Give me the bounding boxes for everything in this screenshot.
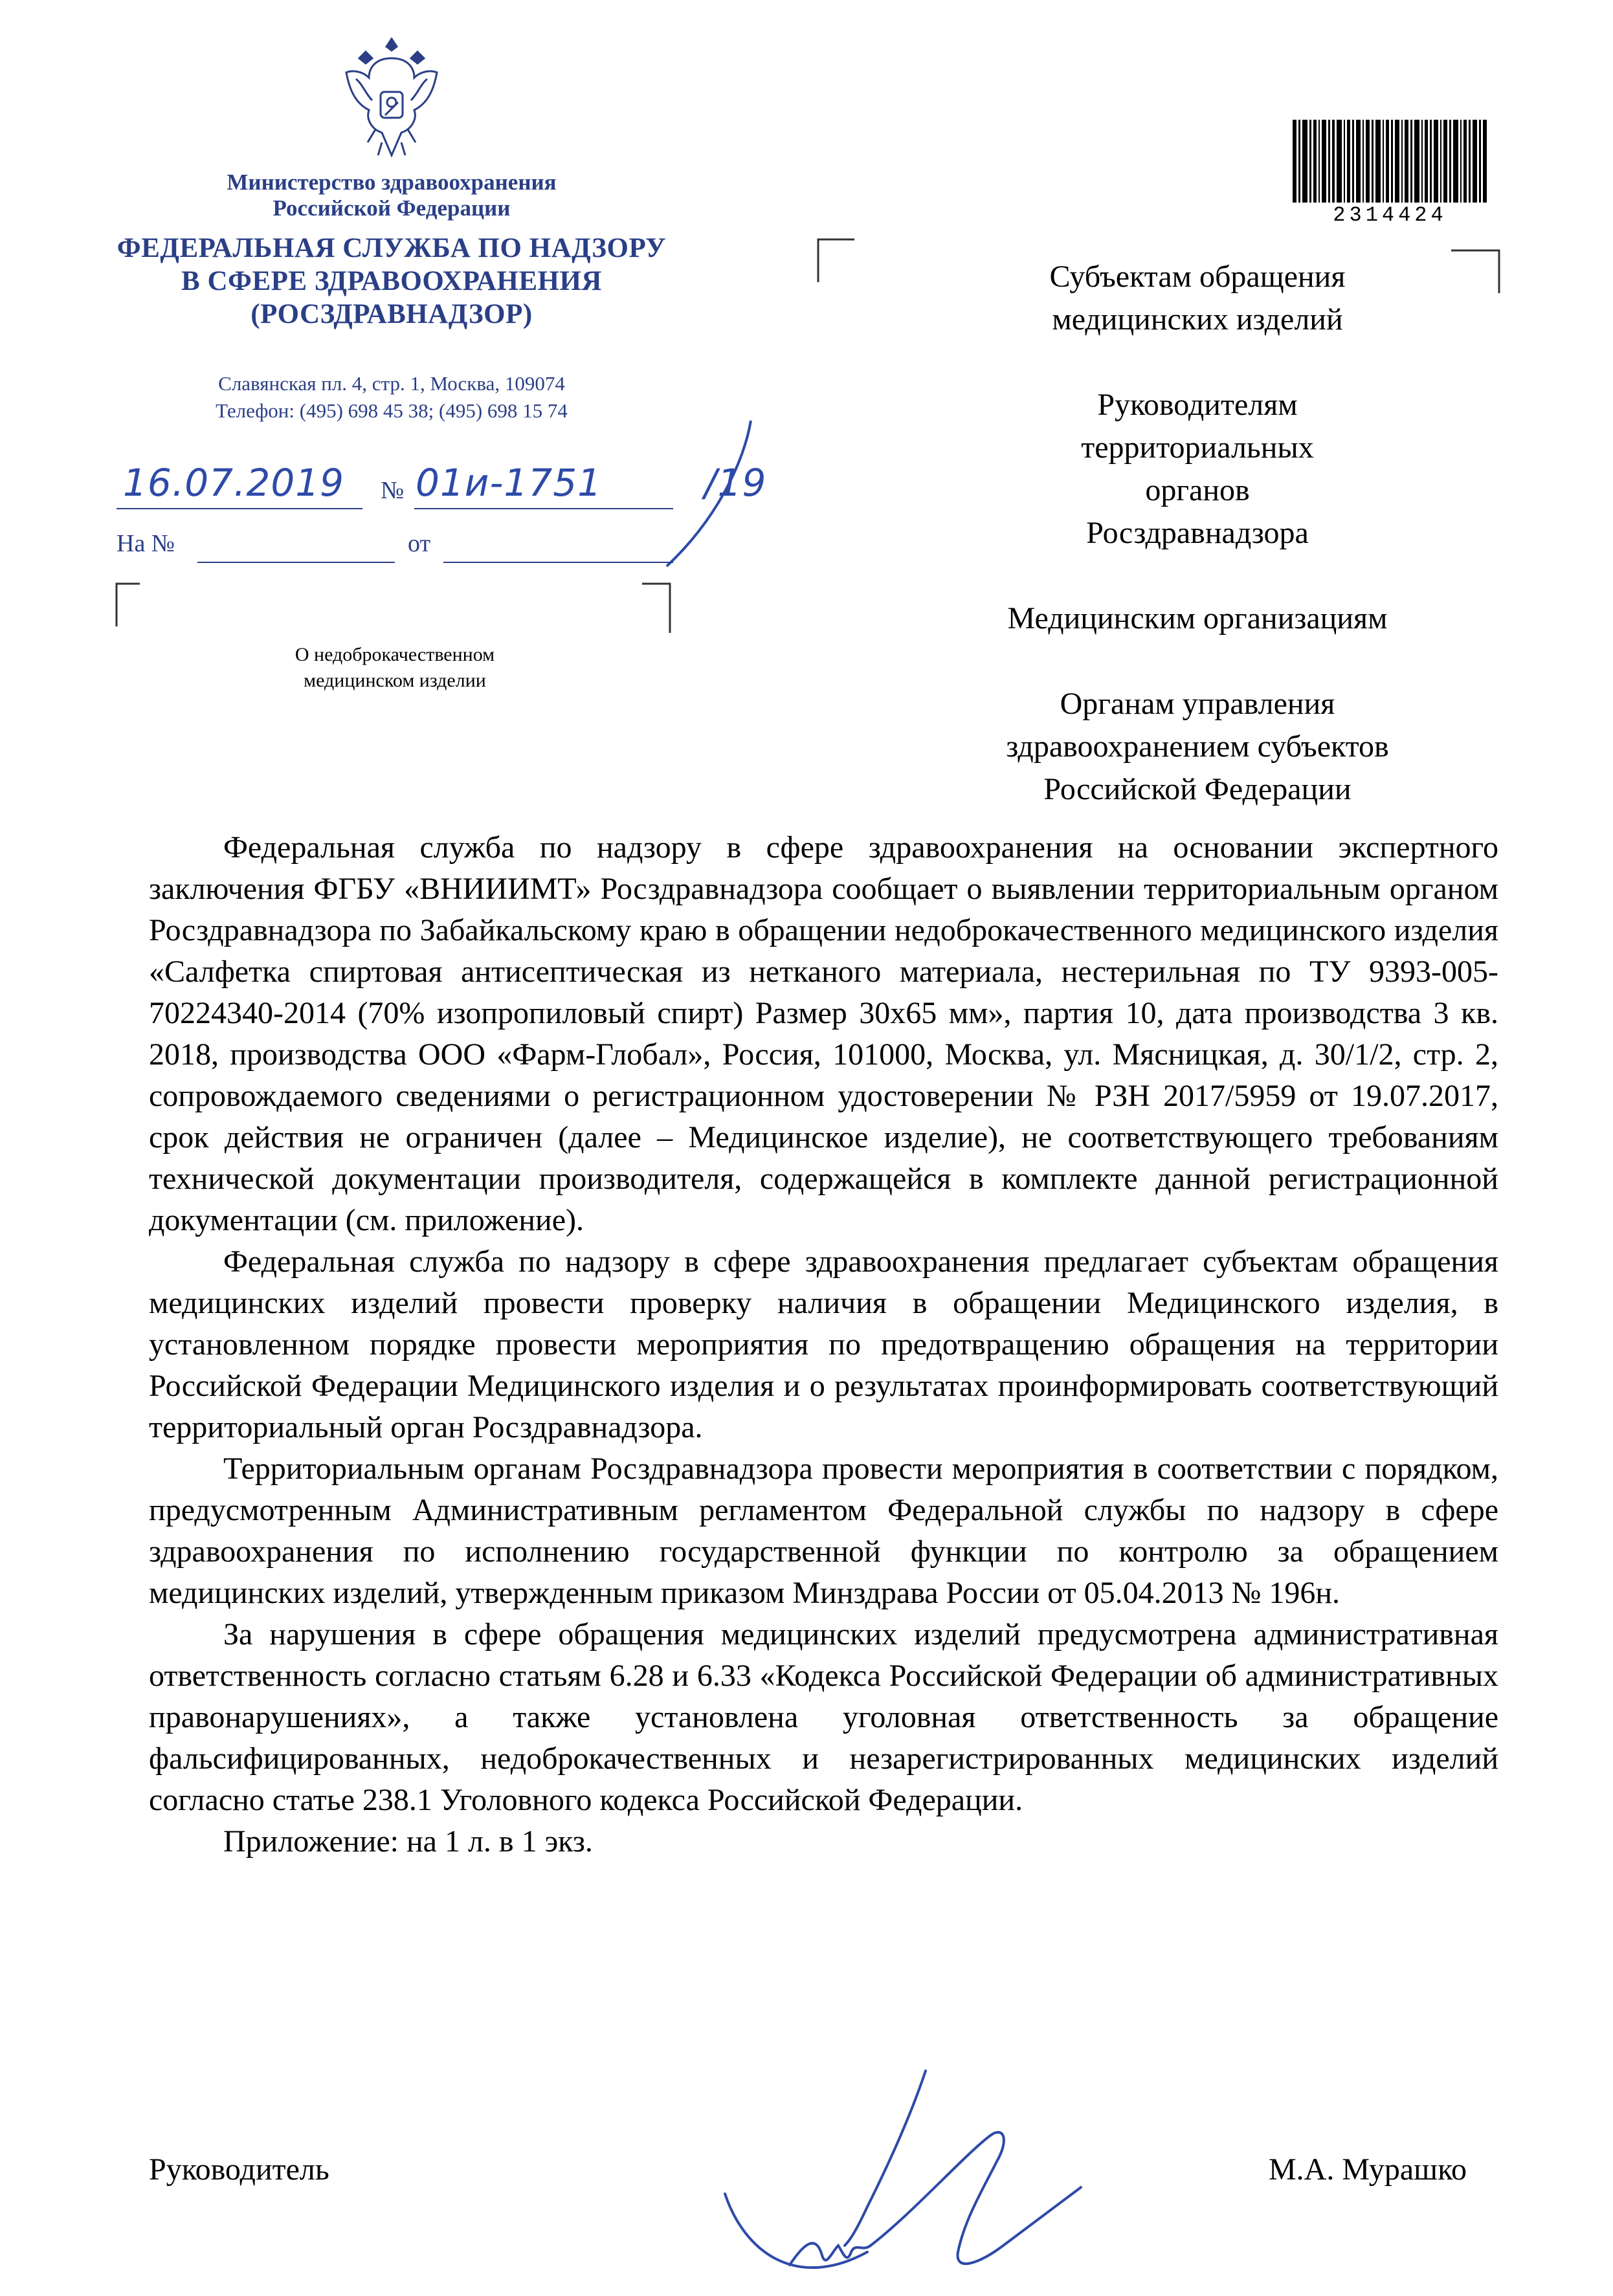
subject-corner-left	[115, 582, 141, 628]
address-block	[129, 370, 654, 425]
from-label: от	[408, 530, 431, 557]
number-underline	[414, 508, 673, 509]
service-name	[104, 232, 680, 331]
addressee-item: Медицинским организациям	[1007, 601, 1388, 635]
addressee-item: Органам управления здравоохранением субъектов Российской Федерации	[1006, 687, 1389, 806]
body-paragraph: Федеральная служба по надзору в сфере здравоохранения предлагает субъектам обращения медицинских изделий провести проверку наличия в обращении Медицинского изделия, в установленном порядке провести мероприятия по предотвращению обращения на территории Российской Федерации Медицинского изделия и о результатах проинформировать соответствующий территориальный орган Росздравнадзора.	[149, 1244, 1498, 1444]
addressee-list	[893, 256, 1502, 854]
ministry-line-2: Российской Федерации	[273, 195, 511, 221]
subject-corner-right	[641, 582, 673, 634]
body-paragraph: За нарушения в сфере обращения медицинских изделий предусмотрена административная ответственность согласно статьям 6.28 и 6.33 «Кодекса Российской Федерации об административных правонарушениях», а также установлена уголовная ответственность за обращение фальсифицированных, недоброкачественных и незарегистрированных медицинских изделий согласно статье 238.1 Уголовного кодекса Российской Федерации.	[149, 1617, 1498, 1817]
attachment-note: Приложение: на 1 л. в 1 экз.	[223, 1824, 593, 1859]
ministry-name	[129, 170, 654, 221]
signatory-position: Руководитель	[149, 2152, 329, 2187]
registration-number-suffix: /19	[704, 461, 767, 505]
letter-body	[149, 827, 1498, 1862]
phone-line: Телефон: (495) 698 45 38; (495) 698 15 74	[216, 399, 568, 422]
subject-line-2: медицинском изделии	[304, 670, 486, 691]
barcode-icon	[1291, 120, 1489, 203]
date-underline	[117, 508, 362, 509]
addressee-corner-left	[817, 238, 856, 283]
handwritten-signature	[718, 2058, 1120, 2291]
number-sign: №	[381, 477, 405, 504]
body-paragraph: Федеральная служба по надзору в сфере здравоохранения на основании экспертного заключения ФГБУ «ВНИИИМТ» Росздравнадзора сообщает о выявлении территориальным органом Росздравнадзора по Забайкальскому краю в обращении недоброкачественного медицинского изделия «Салфетка спиртовая антисептическая из нетканого материала, нестерильная по ТУ 9393-005-70224340-2014 (70% изопропиловый спирт) Размер 30х65 мм», партия 10, дата производства 3 кв. 2018, производства ООО «Фарм-Глобал», Россия, 101000, Москва, ул. Мясницкая, д. 30/1/2, стр. 2, сопровождаемого сведениями о регистрационном удостоверении № РЗН 2017/5959 от 19.07.2017, срок действия не ограничен (далее – Медицинское изделие), не соответствующего требованиям технической документации производителя, содержащейся в комплекте данной регистрационной документации (см. приложение).	[149, 830, 1498, 1237]
reply-label: На №	[117, 530, 175, 557]
body-paragraph: Территориальным органам Росздравнадзора провести мероприятия в соответствии с порядком, предусмотренным Административным регламентом Федеральной службы по надзору в сфере здравоохранения по исполнению государственной функции по контролю за обращением медицинских изделий, утвержденным приказом Минздрава России от 05.04.2013 № 196н.	[149, 1452, 1498, 1610]
signatory-name: М.А. Мурашко	[1269, 2152, 1467, 2187]
service-line-1: ФЕДЕРАЛЬНАЯ СЛУЖБА ПО НАДЗОРУ	[117, 233, 667, 263]
addressee-item: Руководителям территориальных органов Росздравнадзора	[1081, 388, 1314, 550]
address-line: Славянская пл. 4, стр. 1, Москва, 109074	[218, 372, 565, 395]
reply-date-underline	[443, 562, 673, 563]
subject-line-1: О недоброкачественном	[295, 644, 495, 665]
barcode-number: 2314424	[1333, 203, 1447, 227]
reply-number-underline	[197, 562, 395, 563]
russian-coat-of-arms-icon	[337, 32, 447, 162]
addressee-item: Субъектам обращения медицинских изделий	[1049, 259, 1346, 337]
service-line-2: В СФЕРЕ ЗДРАВООХРАНЕНИЯ	[181, 266, 602, 296]
letter-subject	[194, 642, 595, 694]
ministry-line-1: Министерство здравоохранения	[227, 170, 557, 195]
service-line-3: (РОСЗДРАВНАДЗОР)	[250, 299, 533, 329]
registration-date: 16.07.2019	[123, 461, 345, 505]
registration-number: 01и-1751	[416, 461, 603, 505]
